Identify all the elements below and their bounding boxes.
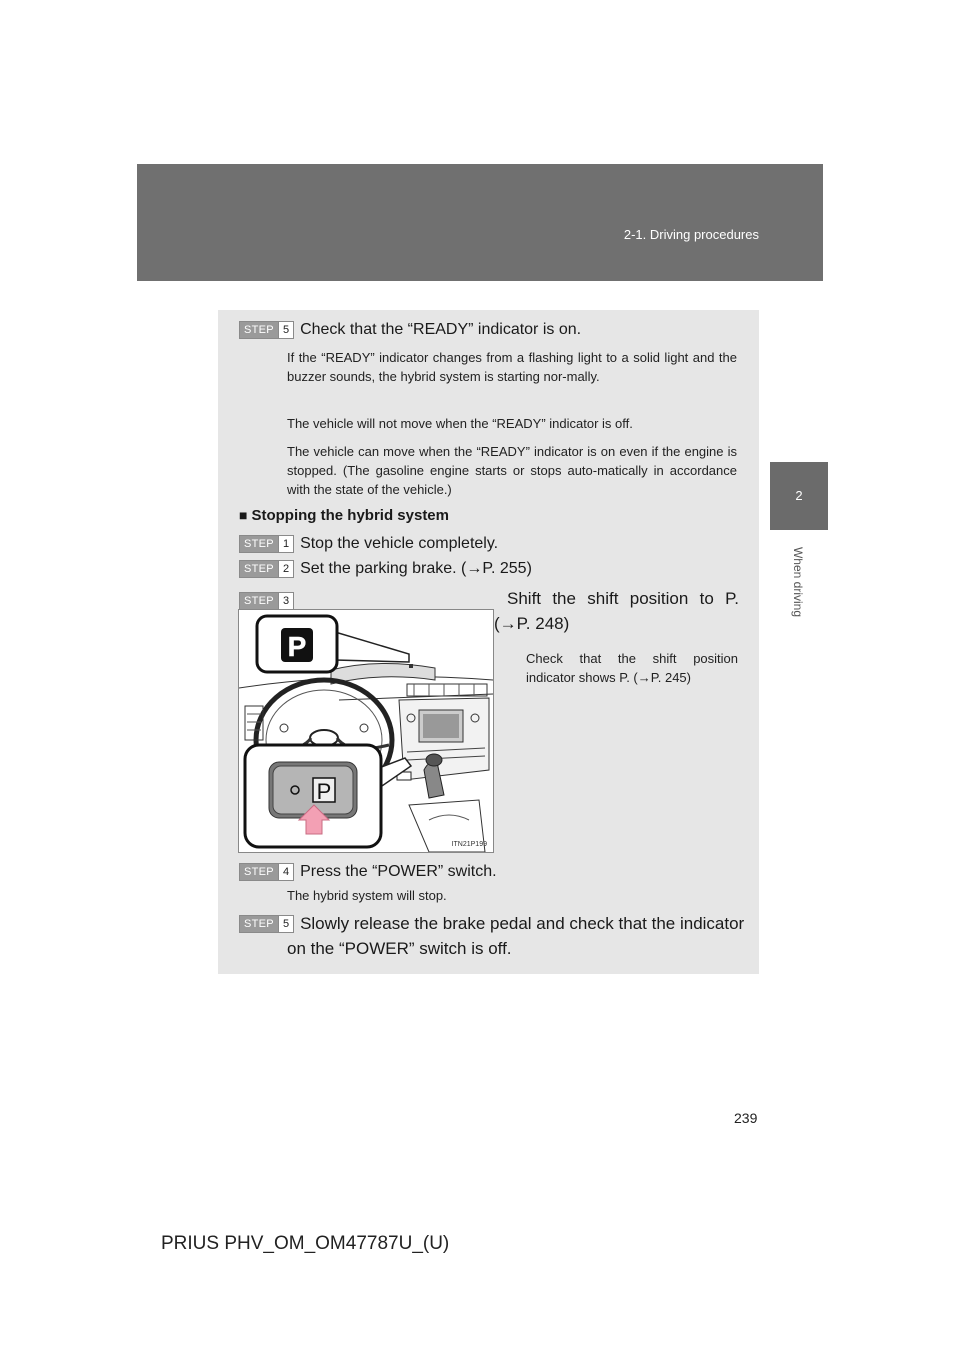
- step-badge: STEP 2: [239, 560, 294, 578]
- step-badge: STEP 5: [239, 915, 294, 933]
- section-title: 2-1. Driving procedures: [623, 227, 759, 242]
- step-text: Check that the “READY” indicator is on.: [300, 321, 582, 338]
- step-badge: STEP 4: [239, 863, 294, 881]
- note-ready-on: The vehicle can move when the “READY” indicator is on even if the engine is stopped. (The gasoline engine starts or stops auto-matically in accordance with the state of the vehicle.): [287, 444, 737, 497]
- shift-illustration: [238, 609, 494, 853]
- square-bullet-icon: ■: [239, 507, 248, 523]
- section-heading: ■ Stopping the hybrid system: [239, 507, 449, 524]
- step-3-text-line2: (→P. 248): [494, 614, 570, 633]
- model-code: PRIUS PHV_OM_OM47787U_(U): [161, 1233, 450, 1254]
- step-4-press-power: [239, 860, 497, 883]
- step-badge: STEP 3: [239, 592, 294, 610]
- header-band: [137, 164, 823, 281]
- note-ready-flashing: If the “READY” indicator changes from a flashing light to a solid light and the buzzer sounds, the hybrid system is starting nor-mally.: [287, 350, 737, 384]
- step-5-text-line2: on the “POWER” switch is off.: [287, 939, 512, 958]
- step-5-release-brake: [239, 912, 744, 935]
- note-hybrid-stop: The hybrid system will stop.: [287, 888, 447, 903]
- illustration-code: ITN21P199: [451, 841, 487, 848]
- step-5-check-ready: [239, 318, 581, 341]
- step-text: Slowly release the brake pedal and check that the indicator: [300, 914, 745, 933]
- chapter-tab: 2: [770, 462, 828, 530]
- step-text: Press the “POWER” switch.: [300, 863, 497, 880]
- step-badge: STEP 5: [239, 321, 294, 339]
- dashboard-drawing: [239, 610, 493, 852]
- indicator-letter: P: [287, 631, 307, 662]
- page-number: 239: [734, 1110, 758, 1126]
- step-3-text-line1: Shift the shift position to P.: [507, 589, 739, 608]
- note-shift-indicator: Check that the shift position indicator shows P. (→P. 245): [526, 651, 738, 685]
- step-text: Set the parking brake. (→P. 255): [300, 560, 532, 577]
- chapter-label: When driving: [791, 546, 805, 618]
- step-3-badge-row: [239, 589, 294, 610]
- step-1-stop-vehicle: [239, 532, 498, 555]
- button-letter: P: [316, 779, 332, 804]
- step-badge: STEP 1: [239, 535, 294, 553]
- step-2-parking-brake: [239, 557, 532, 580]
- note-ready-off: The vehicle will not move when the “READY” indicator is off.: [287, 416, 633, 431]
- step-text: Stop the vehicle completely.: [300, 535, 499, 552]
